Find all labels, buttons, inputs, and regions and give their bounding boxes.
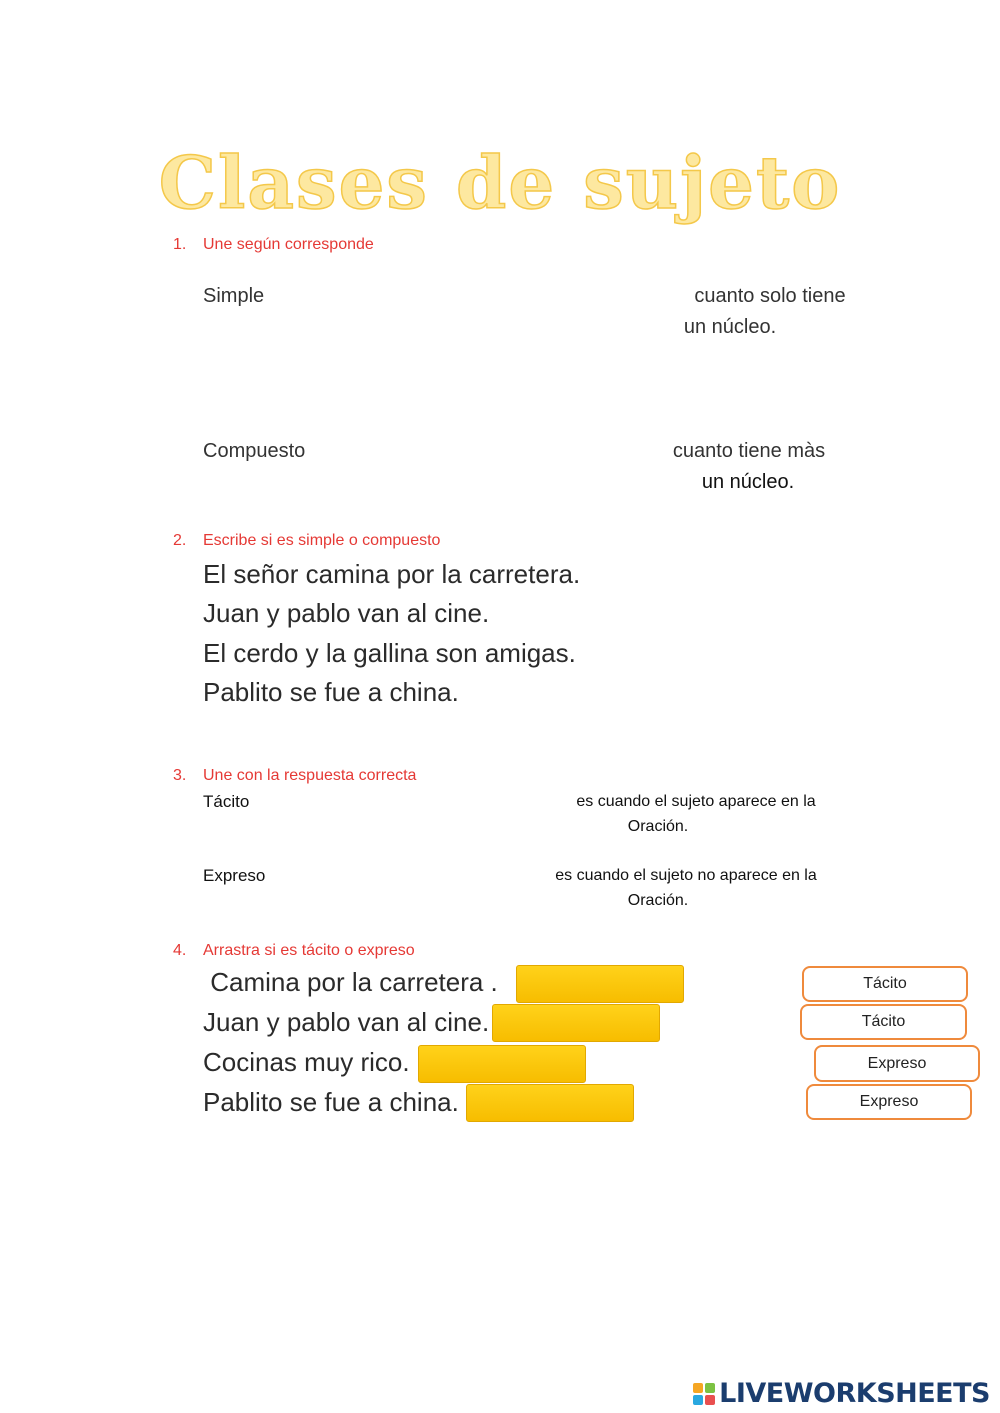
q3-right-2-line2: Oración. xyxy=(627,892,689,909)
drag-option-expreso-1[interactable]: Expreso xyxy=(814,1045,980,1082)
q4-number: 4. xyxy=(173,942,187,959)
q4-sentence-3: Cocinas muy rico. xyxy=(203,1047,410,1077)
q3-right-1-line1: es cuando el sujeto aparece en la xyxy=(576,793,816,810)
q1-left-simple: Simple xyxy=(203,285,265,307)
q3-heading xyxy=(173,767,416,785)
brand-logo-icon xyxy=(693,1383,715,1405)
q3-heading-text: Une con la respuesta correcta xyxy=(203,767,417,784)
q4-heading xyxy=(173,942,415,960)
q3-left-expreso: Expreso xyxy=(203,866,266,885)
brand-logo-text: LIVEWORKSHEETS xyxy=(719,1378,990,1409)
q1-right-1-line1: cuanto solo tiene xyxy=(694,285,846,307)
page-title: Clases de sujeto xyxy=(158,140,842,225)
drop-zone-3[interactable] xyxy=(418,1045,586,1083)
drag-option-expreso-2[interactable]: Expreso xyxy=(806,1084,972,1120)
q1-left-compuesto: Compuesto xyxy=(203,440,306,462)
q4-sentence-1: Camina por la carretera . xyxy=(203,967,498,997)
q3-number: 3. xyxy=(173,767,187,784)
q2-sentence-4: Pablito se fue a china. xyxy=(203,677,459,707)
q2-number: 2. xyxy=(173,532,187,549)
q1-heading-text: Une según corresponde xyxy=(203,236,374,253)
q1-number: 1. xyxy=(173,236,187,253)
drag-option-tacito-1[interactable]: Tácito xyxy=(802,966,968,1002)
drop-zone-4[interactable] xyxy=(466,1084,634,1122)
q1-heading xyxy=(173,236,374,254)
q3-left-tacito: Tácito xyxy=(203,792,250,811)
brand-logo xyxy=(693,1378,990,1409)
q1-right-2-line2: un núcleo. xyxy=(701,471,795,493)
q2-sentence-3: El cerdo y la gallina son amigas. xyxy=(203,638,576,668)
q1-right-2-line1: cuanto tiene màs xyxy=(672,440,826,462)
q3-right-2-line1: es cuando el sujeto no aparece en la xyxy=(555,867,817,884)
drop-zone-1[interactable] xyxy=(516,965,684,1003)
q4-sentence-2: Juan y pablo van al cine. xyxy=(203,1007,490,1037)
q1-right-1-line2: un núcleo. xyxy=(683,316,777,338)
q4-sentence-4: Pablito se fue a china. xyxy=(203,1087,459,1117)
q3-right-1-line2: Oración. xyxy=(627,818,689,835)
q2-sentence-1: El señor camina por la carretera. xyxy=(203,559,581,589)
q4-heading-text: Arrastra si es tácito o expreso xyxy=(203,942,415,959)
drag-option-tacito-2[interactable]: Tácito xyxy=(800,1004,967,1040)
drop-zone-2[interactable] xyxy=(492,1004,660,1042)
q2-heading-text: Escribe si es simple o compuesto xyxy=(203,532,441,549)
q2-sentence-2: Juan y pablo van al cine. xyxy=(203,598,490,628)
q2-heading xyxy=(173,532,440,550)
